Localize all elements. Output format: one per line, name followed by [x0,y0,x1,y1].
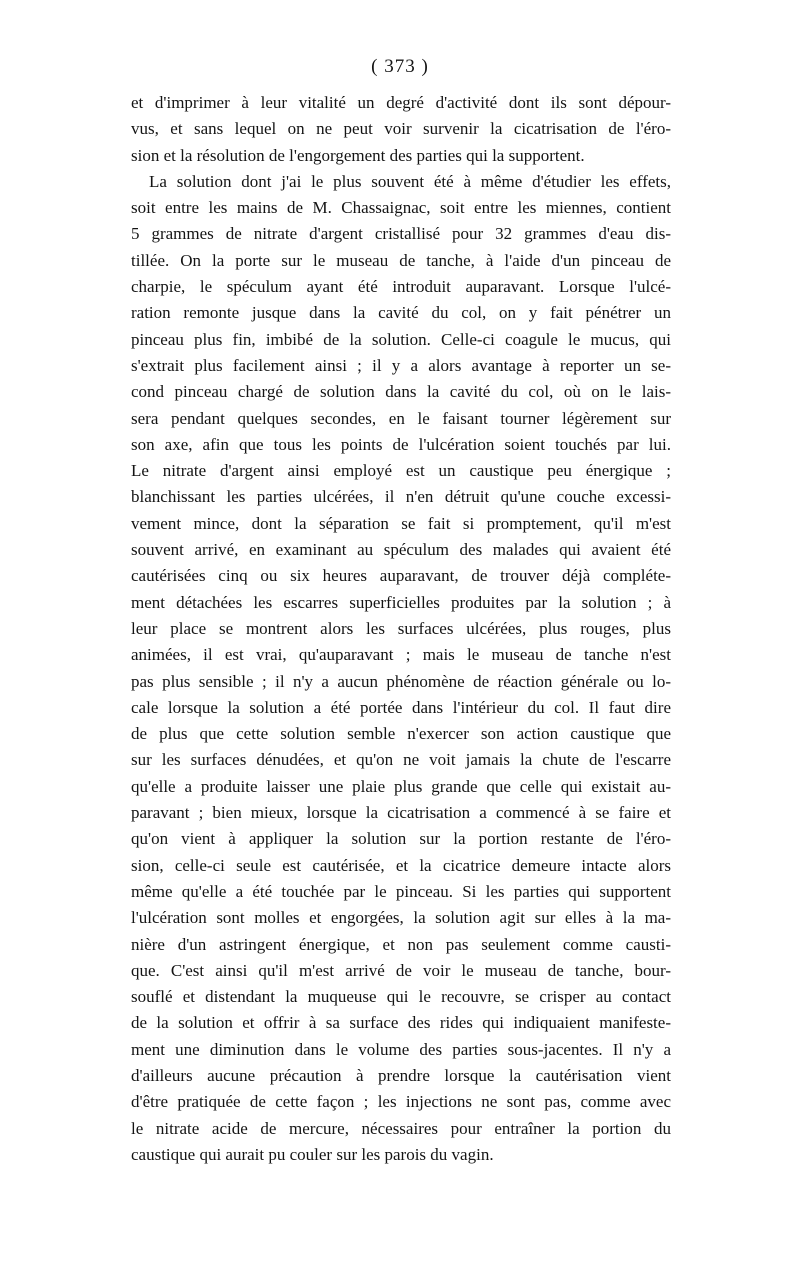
text-line: pinceau plus fin, imbibé de la solution. Celle-ci coagule le mucus, qui [131,329,671,349]
text-line: blanchissant les parties ulcérées, il n'en détruit qu'une couche excessi- [131,487,671,507]
text-line: qu'elle a produite laisser une plaie plus grande que celle qui existait au- [131,776,671,796]
text-line: La solution dont j'ai le plus souvent été à même d'étudier les effets, [149,171,671,191]
text-line: sera pendant quelques secondes, en le faisant tourner légèrement sur [131,408,671,428]
text-line: de la solution et offrir à sa surface des rides qui indiquaient manifeste- [131,1013,671,1033]
text-line: cale lorsque la solution a été portée dans l'intérieur du col. Il faut dire [131,697,671,717]
text-line: nière d'un astringent énergique, et non pas seulement comme causti- [131,934,671,954]
text-line: soit entre les mains de M. Chassaignac, soit entre les miennes, contient [131,198,671,218]
text-line: Le nitrate d'argent ainsi employé est un caustique peu énergique ; [131,461,671,481]
text-line: sur les surfaces dénudées, et qu'on ne voit jamais la chute de l'escarre [131,750,671,770]
text-line: tillée. On la porte sur le museau de tanche, à l'aide d'un pinceau de [131,250,671,270]
text-line: pas plus sensible ; il n'y a aucun phénomène de réaction générale ou lo- [131,671,671,691]
text-line: souvent arrivé, en examinant au spéculum des malades qui avaient été [131,540,671,560]
text-line: que. C'est ainsi qu'il m'est arrivé de voir le museau de tanche, bour- [131,960,671,980]
text-line: ment détachées les escarres superficielles produites par la solution ; à [131,592,671,612]
text-line: animées, il est vrai, qu'auparavant ; mais le museau de tanche n'est [131,645,671,665]
text-line: sion et la résolution de l'engorgement des parties qui la supportent. [131,145,585,165]
text-line: souflé et distendant la muqueuse qui le recouvre, se crisper au contact [131,987,671,1007]
text-line: ment une diminution dans le volume des parties sous-jacentes. Il n'y a [131,1039,671,1059]
text-line: ration remonte jusque dans la cavité du col, on y fait pénétrer un [131,303,671,323]
text-line: paravant ; bien mieux, lorsque la cicatrisation a commencé à se faire et [131,803,671,823]
text-line: et d'imprimer à leur vitalité un degré d'activité dont ils sont dépour- [131,93,671,112]
body-text [131,90,671,1168]
text-line: 5 grammes de nitrate d'argent cristallisé pour 32 grammes d'eau dis- [131,224,671,244]
text-line: vus, et sans lequel on ne peut voir survenir la cicatrisation de l'éro- [131,119,671,139]
text-line: même qu'elle a été touchée par le pinceau. Si les parties qui supportent [131,881,671,901]
text-line: de plus que cette solution semble n'exercer son action caustique que [131,724,671,744]
text-line: d'ailleurs aucune précaution à prendre lorsque la cautérisation vient [131,1065,671,1085]
text-line: s'extrait plus facilement ainsi ; il y a alors avantage à reporter un se- [131,355,671,375]
text-line: son axe, afin que tous les points de l'ulcération soient touchés par lui. [131,434,671,454]
text-line: l'ulcération sont molles et engorgées, la solution agit sur elles à la ma- [131,908,671,928]
text-line: d'être pratiquée de cette façon ; les injections ne sont pas, comme avec [131,1092,671,1112]
text-line: le nitrate acide de mercure, nécessaires pour entraîner la portion du [131,1118,671,1138]
page-number: ( 373 ) [371,56,429,77]
text-line: caustique qui aurait pu couler sur les parois du vagin. [131,1144,494,1164]
text-line: cautérisées cinq ou six heures auparavant, de trouver déjà compléte- [131,566,671,586]
text-line: qu'on vient à appliquer la solution sur la portion restante de l'éro- [131,829,671,849]
text-line: leur place se montrent alors les surfaces ulcérées, plus rouges, plus [131,618,671,638]
text-line: sion, celle-ci seule est cautérisée, et la cicatrice demeure intacte alors [131,855,671,875]
text-line: cond pinceau chargé de solution dans la cavité du col, où on le lais- [131,382,671,402]
text-line: charpie, le spéculum ayant été introduit auparavant. Lorsque l'ulcé- [131,277,671,297]
text-line: vement mince, dont la séparation se fait si promptement, qu'il m'est [131,513,671,533]
